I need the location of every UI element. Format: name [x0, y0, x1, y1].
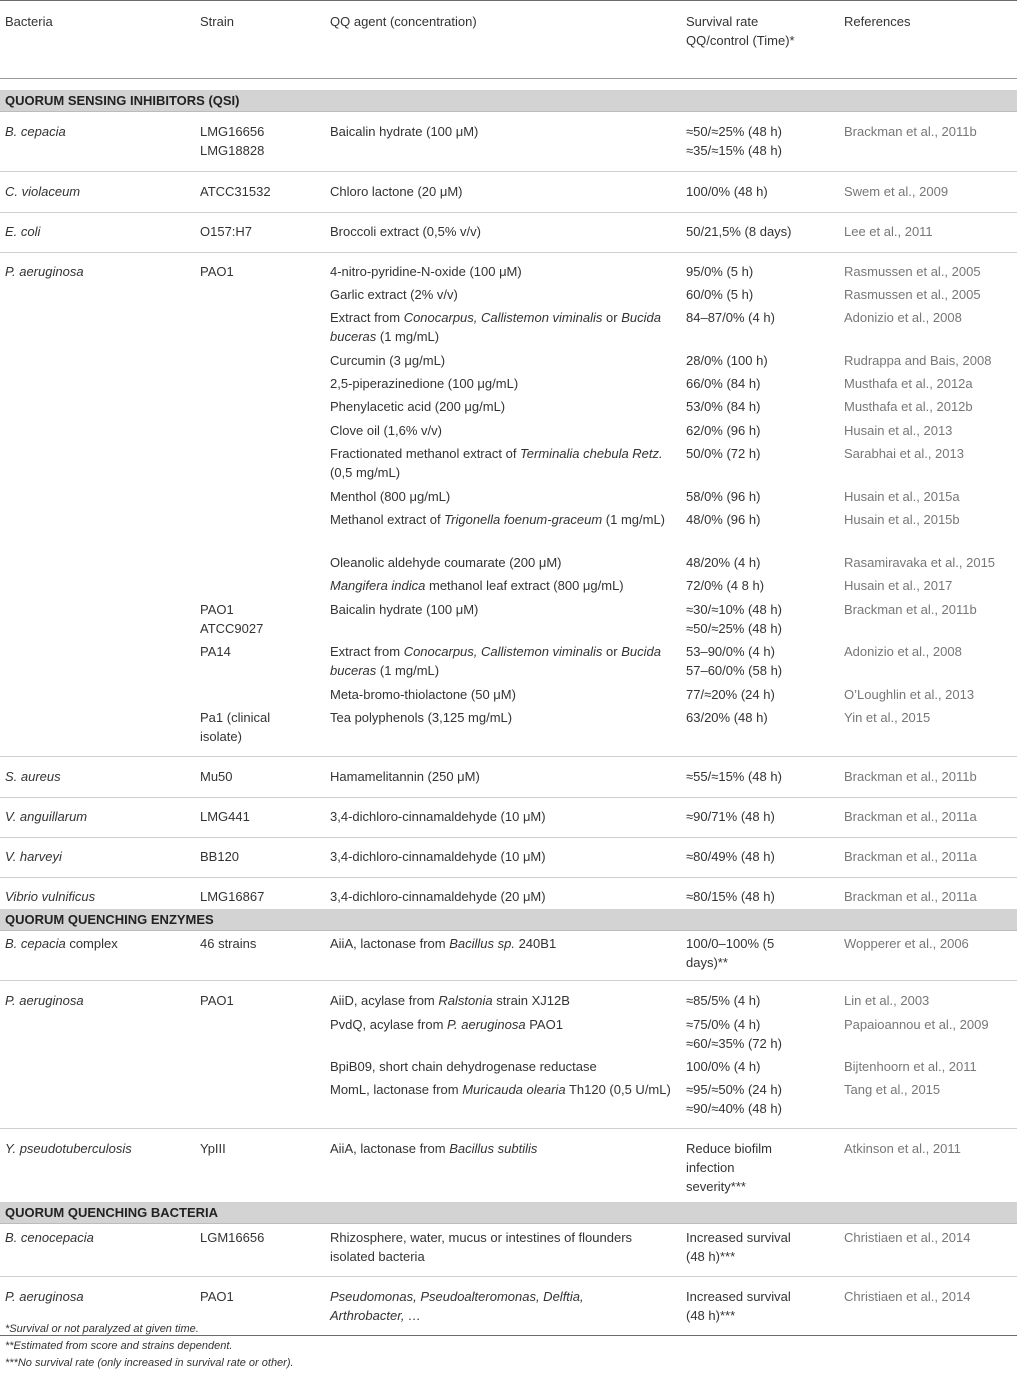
- table-row: [0, 1015, 1017, 1057]
- cell-survival: 48/20% (4 h): [686, 555, 761, 570]
- table-row: [0, 397, 1017, 421]
- cell-reference: Brackman et al., 2011b: [844, 769, 977, 784]
- cell-survival: 72/0% (4 8 h): [686, 578, 765, 593]
- table-row: [0, 308, 1017, 351]
- agent-text: Extract from: [330, 310, 404, 325]
- table-row: [0, 222, 1017, 253]
- cell-bacteria: P. aeruginosa: [5, 993, 84, 1008]
- section-qsi: QUORUM SENSING INHIBITORS (QSI): [0, 90, 1017, 112]
- cell-survival: 63/20% (48 h): [686, 710, 768, 725]
- cell-reference: Husain et al., 2013: [844, 423, 953, 438]
- cell-agent: Rhizosphere, water, mucus or intestines of flounders isolated bacteria: [330, 1230, 633, 1264]
- cell-bacteria: Y. pseudotuberculosis: [5, 1141, 132, 1156]
- cell-agent: [330, 991, 680, 1010]
- cell-strain: LMG16656 LMG18828: [200, 124, 265, 158]
- cell-strain: PAO1 ATCC9027: [200, 602, 264, 636]
- cell-agent: 2,5-piperazinedione (100 μg/mL): [330, 376, 519, 391]
- footnote-3: ***No survival rate (only increased in survival rate or other).: [5, 1357, 294, 1369]
- cell-agent: Baicalin hydrate (100 μM): [330, 602, 479, 617]
- cell-survival: ≈55/≈15% (48 h): [686, 769, 782, 784]
- cell-survival: 100/0–100% (5 days)**: [686, 936, 775, 970]
- agent-text: AiiA, lactonase from: [330, 936, 450, 951]
- cell-survival: ≈75/0% (4 h) ≈60/≈35% (72 h): [686, 1017, 782, 1051]
- cell-agent: [330, 1080, 680, 1099]
- agent-italic-text: Bacillus sp.: [449, 936, 515, 951]
- agent-text: (1 mg/mL): [376, 329, 440, 344]
- agent-text: 240B1: [514, 936, 557, 951]
- header-strain: Strain: [200, 14, 234, 29]
- agent-italic-text: Trigonella foenum-graceum: [444, 512, 603, 527]
- cell-bacteria: P. aeruginosa: [5, 1289, 84, 1304]
- table-row: [0, 182, 1017, 213]
- cell-survival: 62/0% (96 h): [686, 423, 761, 438]
- table-row: [0, 887, 1017, 909]
- header-agent: QQ agent (concentration): [330, 14, 477, 29]
- table-row: [0, 1139, 1017, 1202]
- cell-reference: Husain et al., 2015b: [844, 512, 960, 527]
- table-row: [0, 847, 1017, 878]
- cell-reference: Yin et al., 2015: [844, 710, 931, 725]
- cell-agent: Oleanolic aldehyde coumarate (200 μM): [330, 555, 562, 570]
- cell-agent: 3,4-dichloro-cinnamaldehyde (10 μM): [330, 809, 546, 824]
- cell-survival: ≈80/15% (48 h): [686, 889, 775, 904]
- cell-reference: Lin et al., 2003: [844, 993, 930, 1008]
- agent-italic-text: Bacillus subtilis: [449, 1141, 538, 1156]
- cell-reference: Sarabhai et al., 2013: [844, 446, 964, 461]
- cell-reference: Brackman et al., 2011a: [844, 809, 977, 824]
- cell-agent: Curcumin (3 μg/mL): [330, 353, 446, 368]
- cell-agent: Tea polyphenols (3,125 mg/mL): [330, 710, 513, 725]
- agent-italic-text: Bucida buceras: [330, 644, 661, 678]
- cell-agent: [330, 308, 680, 346]
- cell-reference: Brackman et al., 2011b: [844, 602, 977, 617]
- cell-agent: [330, 510, 680, 529]
- cell-agent: 3,4-dichloro-cinnamaldehyde (20 μM): [330, 889, 546, 904]
- cell-agent: Menthol (800 μg/mL): [330, 489, 451, 504]
- cell-strain: LMG16867: [200, 889, 265, 904]
- table-row: [0, 708, 1017, 757]
- agent-italic-text: Bucida buceras: [330, 310, 661, 344]
- cell-strain: LMG441: [200, 809, 250, 824]
- cell-survival: 100/0% (48 h): [686, 184, 768, 199]
- cell-agent: [330, 934, 680, 953]
- agent-text: Methanol extract of: [330, 512, 445, 527]
- cell-reference: Atkinson et al., 2011: [844, 1141, 961, 1156]
- cell-strain: ATCC31532: [200, 184, 271, 199]
- cell-survival: Increased survival (48 h)***: [686, 1289, 791, 1323]
- cell-survival: 50/0% (72 h): [686, 446, 761, 461]
- agent-text: AiiD, acylase from: [330, 993, 439, 1008]
- cell-agent: 3,4-dichloro-cinnamaldehyde (10 μM): [330, 849, 546, 864]
- cell-strain: Mu50: [200, 769, 233, 784]
- cell-reference: Husain et al., 2017: [844, 578, 953, 593]
- cell-strain: YpIII: [200, 1141, 226, 1156]
- cell-survival: ≈95/≈50% (24 h) ≈90/≈40% (48 h): [686, 1082, 782, 1116]
- footnote-2: **Estimated from score and strains dependent.: [5, 1340, 233, 1352]
- cell-survival: ≈50/≈25% (48 h) ≈35/≈15% (48 h): [686, 124, 782, 158]
- table-row: [0, 807, 1017, 838]
- cell-agent: [330, 1139, 680, 1158]
- cell-survival: 77/≈20% (24 h): [686, 687, 775, 702]
- cell-survival: 84–87/0% (4 h): [686, 310, 775, 325]
- cell-strain: BB120: [200, 849, 240, 864]
- table-row: [0, 374, 1017, 397]
- cell-survival: 95/0% (5 h): [686, 264, 754, 279]
- table-row: [0, 122, 1017, 172]
- agent-italic-text: P. aeruginosa: [447, 1017, 526, 1032]
- cell-agent: Hamamelitannin (250 μM): [330, 769, 480, 784]
- section-enzymes: QUORUM QUENCHING ENZYMES: [0, 909, 1017, 931]
- cell-agent: [330, 1015, 680, 1034]
- cell-strain: PA14: [200, 644, 231, 659]
- cell-reference: O’Loughlin et al., 2013: [844, 687, 975, 702]
- agent-text: or: [602, 644, 622, 659]
- agent-text: (0,5 mg/mL): [330, 465, 401, 480]
- agent-italic-text: Conocarpus, Callistemon viminalis: [403, 644, 603, 659]
- cell-survival: 50/21,5% (8 days): [686, 224, 792, 239]
- table-row: [0, 421, 1017, 444]
- cell-survival: Reduce biofilm infection severity***: [686, 1141, 772, 1194]
- agent-text: PAO1: [525, 1017, 563, 1032]
- header-bacteria: Bacteria: [5, 14, 53, 29]
- footnote-1: *Survival or not paralyzed at given time.: [5, 1323, 199, 1335]
- cell-strain: PAO1: [200, 1289, 234, 1304]
- cell-survival: 100/0% (4 h): [686, 1059, 761, 1074]
- cell-bacteria: B. cepacia: [5, 124, 66, 139]
- cell-reference: Christiaen et al., 2014: [844, 1230, 971, 1245]
- cell-agent: Chloro lactone (20 μM): [330, 184, 463, 199]
- table-row: [0, 991, 1017, 1015]
- cell-reference: Wopperer et al., 2006: [844, 936, 969, 951]
- cell-agent: Pseudomonas, Pseudoalteromonas, Delftia, Arthrobacter, …: [330, 1289, 584, 1323]
- agent-text: Fractionated methanol extract of: [330, 446, 521, 461]
- table-row: [0, 1080, 1017, 1129]
- cell-strain: PAO1: [200, 993, 234, 1008]
- cell-reference: Rudrappa and Bais, 2008: [844, 353, 992, 368]
- table-row: [0, 487, 1017, 510]
- agent-italic-text: Ralstonia: [438, 993, 493, 1008]
- cell-bacteria: [5, 934, 195, 953]
- cell-survival: 48/0% (96 h): [686, 512, 761, 527]
- cell-survival: 58/0% (96 h): [686, 489, 761, 504]
- cell-bacteria: Vibrio vulnificus: [5, 889, 96, 904]
- cell-agent: Meta-bromo-thiolactone (50 μM): [330, 687, 516, 702]
- bacteria-italic-text: B. cepacia: [5, 936, 66, 951]
- cell-agent: Baicalin hydrate (100 μM): [330, 124, 479, 139]
- cell-reference: Brackman et al., 2011b: [844, 124, 977, 139]
- cell-agent: [330, 642, 680, 680]
- cell-reference: Rasmussen et al., 2005: [844, 264, 981, 279]
- cell-bacteria: B. cenocepacia: [5, 1230, 94, 1245]
- cell-reference: Bijtenhoorn et al., 2011: [844, 1059, 977, 1074]
- agent-text: strain XJ12B: [492, 993, 570, 1008]
- agent-text: methanol leaf extract (800 μg/mL): [425, 578, 624, 593]
- cell-survival: 53–90/0% (4 h) 57–60/0% (58 h): [686, 644, 783, 678]
- cell-reference: Husain et al., 2015a: [844, 489, 960, 504]
- cell-bacteria: P. aeruginosa: [5, 264, 84, 279]
- agent-text: MomL, lactonase from: [330, 1082, 463, 1097]
- cell-survival: 66/0% (84 h): [686, 376, 761, 391]
- cell-strain: PAO1: [200, 264, 234, 279]
- cell-reference: Tang et al., 2015: [844, 1082, 941, 1097]
- agent-text: Th120 (0,5 U/mL): [565, 1082, 671, 1097]
- cell-strain: Pa1 (clinical isolate): [200, 710, 271, 744]
- cell-reference: Adonizio et al., 2008: [844, 310, 962, 325]
- cell-reference: Papaioannou et al., 2009: [844, 1017, 989, 1032]
- cell-bacteria: S. aureus: [5, 769, 61, 784]
- cell-agent: Clove oil (1,6% v/v): [330, 423, 442, 438]
- cell-survival: 53/0% (84 h): [686, 399, 761, 414]
- agent-text: or: [602, 310, 622, 325]
- cell-strain: 46 strains: [200, 936, 257, 951]
- table-footnotes: [5, 1321, 294, 1372]
- agent-text: (1 mg/mL): [602, 512, 666, 527]
- cell-reference: Brackman et al., 2011a: [844, 849, 977, 864]
- cell-agent: 4-nitro-pyridine-N-oxide (100 μM): [330, 264, 522, 279]
- section-bacteria: QUORUM QUENCHING BACTERIA: [0, 1202, 1017, 1224]
- cell-agent: Broccoli extract (0,5% v/v): [330, 224, 481, 239]
- cell-survival: 60/0% (5 h): [686, 287, 754, 302]
- table-row: [0, 553, 1017, 576]
- cell-bacteria: C. violaceum: [5, 184, 81, 199]
- cell-survival: ≈90/71% (48 h): [686, 809, 775, 824]
- agent-text: (1 mg/mL): [376, 663, 440, 678]
- cell-bacteria: V. harveyi: [5, 849, 62, 864]
- table-row: [0, 262, 1017, 285]
- table-row: [0, 1057, 1017, 1080]
- header-survival: Survival rate QQ/control (Time)*: [686, 14, 795, 48]
- cell-reference: Adonizio et al., 2008: [844, 644, 962, 659]
- table-header: [0, 1, 1017, 79]
- table-row: [0, 642, 1017, 685]
- cell-survival: ≈30/≈10% (48 h) ≈50/≈25% (48 h): [686, 602, 782, 636]
- cell-reference: Musthafa et al., 2012a: [844, 376, 973, 391]
- cell-strain: O157:H7: [200, 224, 253, 239]
- header-references: References: [844, 14, 911, 29]
- cell-survival: 28/0% (100 h): [686, 353, 768, 368]
- bacteria-text: complex: [65, 936, 118, 951]
- cell-survival: ≈80/49% (48 h): [686, 849, 775, 864]
- cell-strain: LGM16656: [200, 1230, 265, 1245]
- cell-reference: Lee et al., 2011: [844, 224, 933, 239]
- table-row: [0, 600, 1017, 642]
- agent-text: Extract from: [330, 644, 404, 659]
- cell-agent: [330, 576, 680, 595]
- cell-bacteria: E. coli: [5, 224, 41, 239]
- table-row: [0, 285, 1017, 308]
- table-row: [0, 1228, 1017, 1277]
- cell-bacteria: V. anguillarum: [5, 809, 88, 824]
- cell-reference: Rasamiravaka et al., 2015: [844, 555, 996, 570]
- agent-italic-text: Terminalia chebula Retz.: [520, 446, 663, 461]
- table-row: [0, 767, 1017, 798]
- table-row: [0, 351, 1017, 374]
- agent-text: PvdQ, acylase from: [330, 1017, 448, 1032]
- table-row: [0, 444, 1017, 487]
- cell-agent: Garlic extract (2% v/v): [330, 287, 458, 302]
- table-row: [0, 685, 1017, 708]
- agent-italic-text: Mangifera indica: [330, 578, 426, 593]
- agent-italic-text: Muricauda olearia: [462, 1082, 566, 1097]
- cell-survival: ≈85/5% (4 h): [686, 993, 761, 1008]
- cell-reference: Swem et al., 2009: [844, 184, 949, 199]
- cell-reference: Musthafa et al., 2012b: [844, 399, 973, 414]
- table-row: [0, 510, 1017, 553]
- cell-reference: Rasmussen et al., 2005: [844, 287, 981, 302]
- agent-text: AiiA, lactonase from: [330, 1141, 450, 1156]
- cell-survival: Increased survival (48 h)***: [686, 1230, 791, 1264]
- cell-agent: [330, 444, 680, 482]
- table-row: [0, 934, 1017, 981]
- cell-agent: BpiB09, short chain dehydrogenase reductase: [330, 1059, 597, 1074]
- cell-reference: Christiaen et al., 2014: [844, 1289, 971, 1304]
- table-row: [0, 576, 1017, 600]
- cell-agent: Phenylacetic acid (200 μg/mL): [330, 399, 506, 414]
- cell-reference: Brackman et al., 2011a: [844, 889, 977, 904]
- agent-italic-text: Conocarpus, Callistemon viminalis: [403, 310, 603, 325]
